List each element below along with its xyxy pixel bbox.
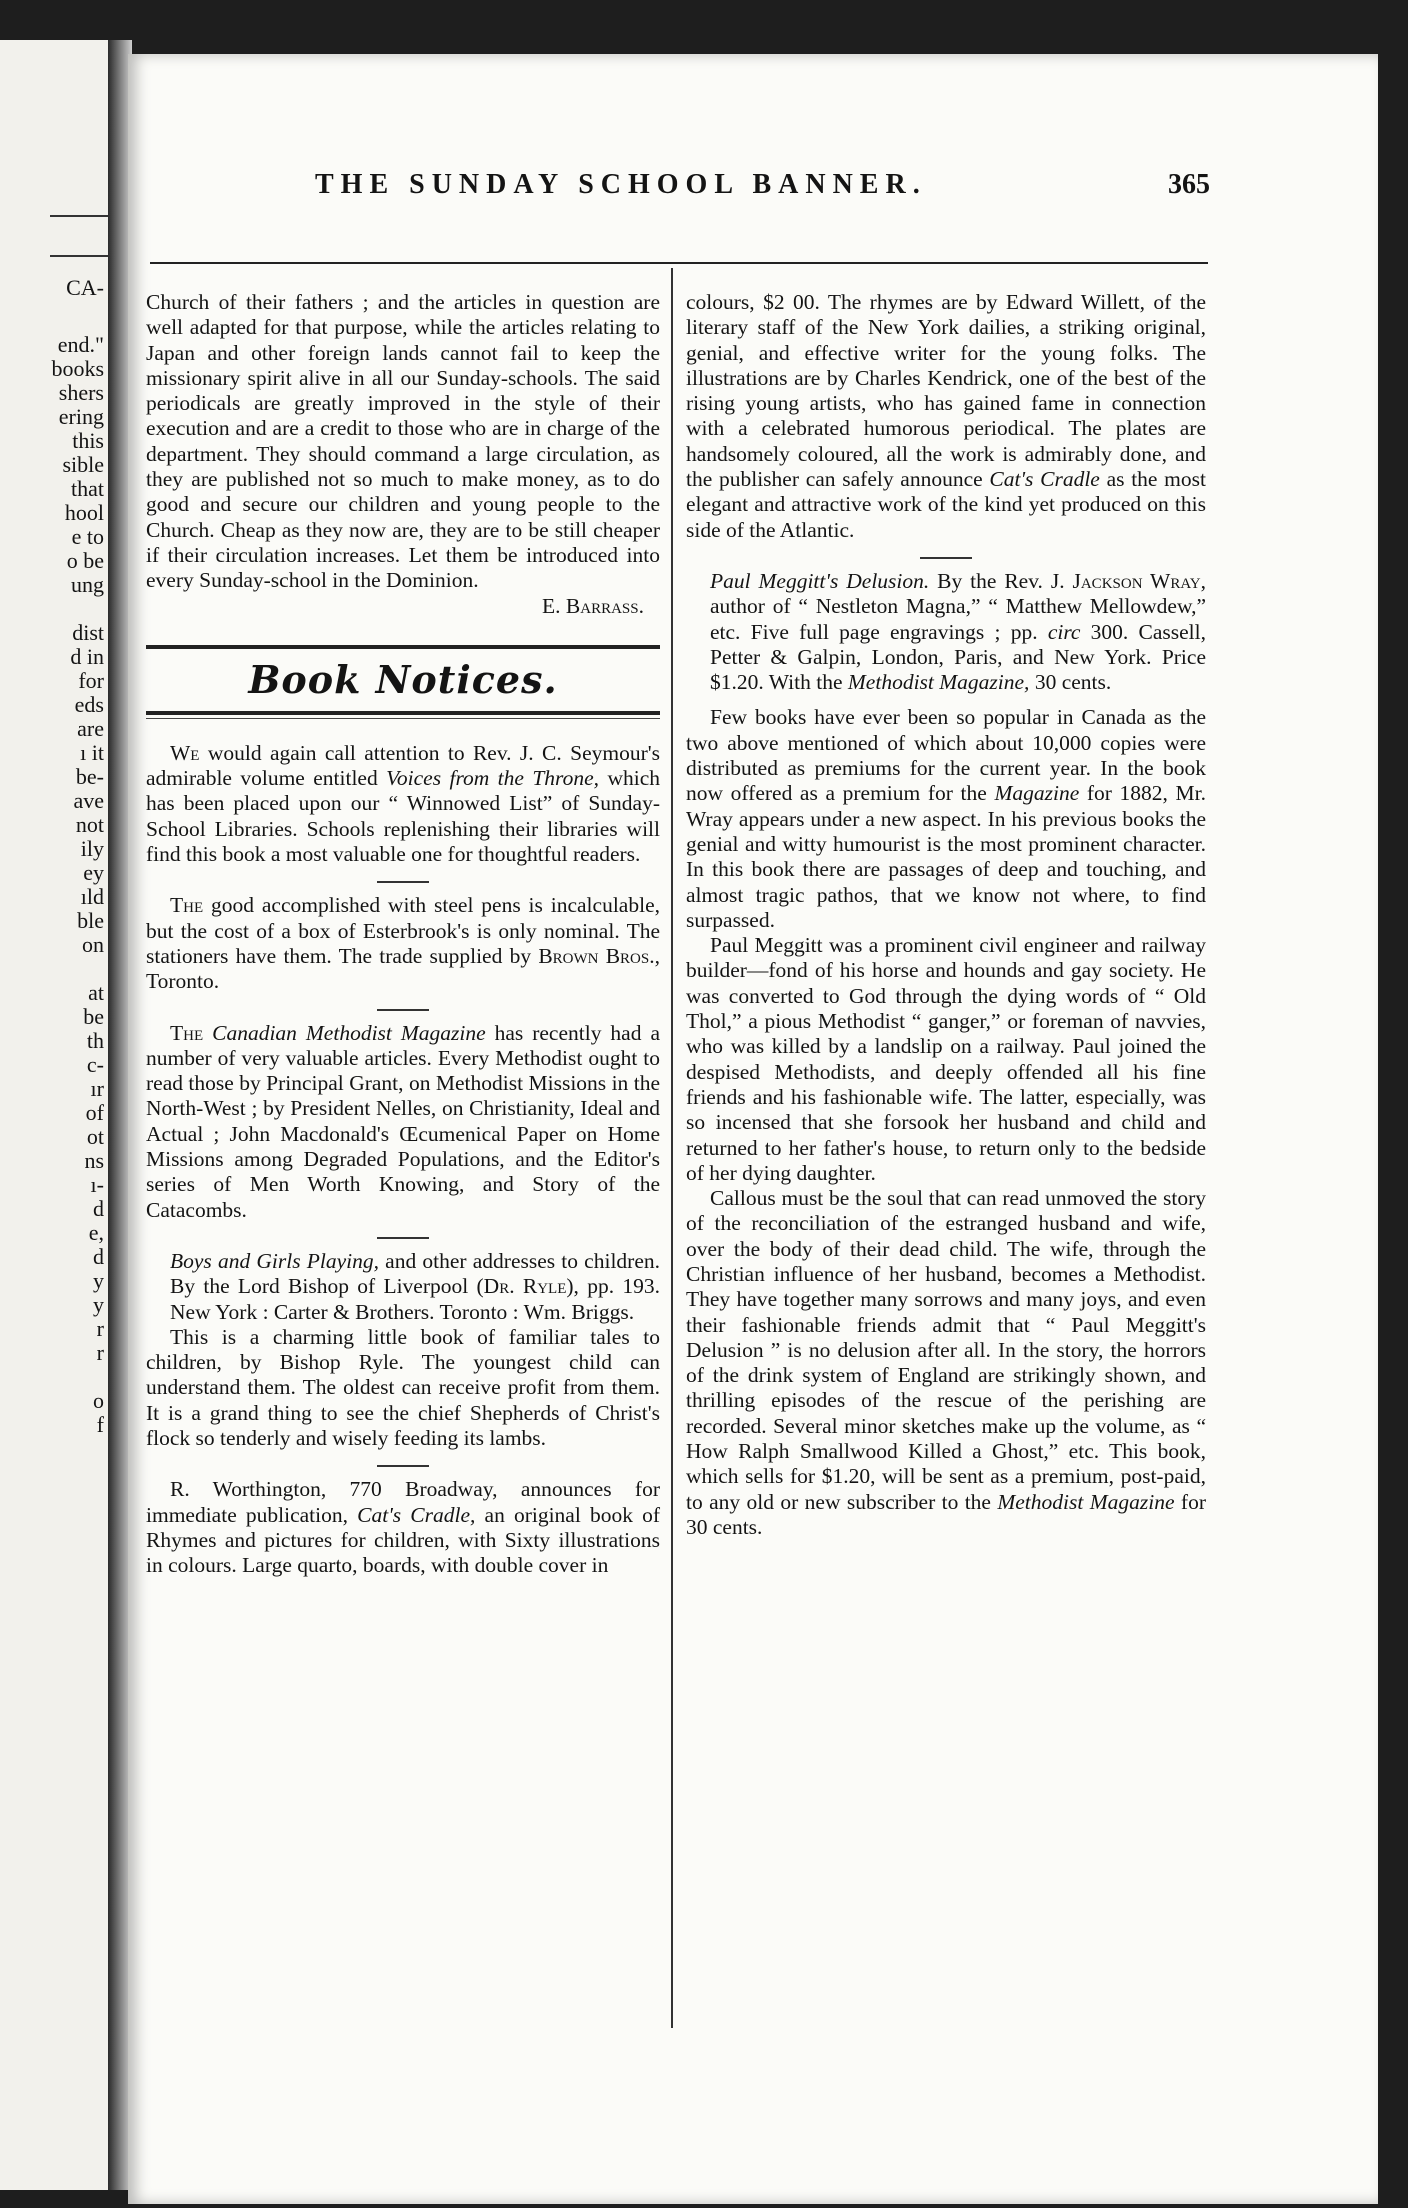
notice-text: would again call attention to Rev. J. C. Seymour's admirable volume entitled — [146, 740, 660, 791]
adjacent-page-fragment: ı it — [80, 740, 104, 765]
adjacent-page-fragment: for — [78, 668, 104, 693]
review-text: for 1882, Mr. Wray appears under a new aspect. In his previous books the genial and witty humourist is the most prominent character. In this book there are passages of deep and touching, and almost tragic pathos, that we know not where, to find surpassed. — [686, 781, 1206, 932]
author-name: Dr. Ryle — [483, 1274, 567, 1299]
notice-text: which has been placed upon our “ Winnowed List” of Sunday-School Libraries. Schools replenishing their libraries will find this book a most valuable one for thoughtful readers. — [146, 766, 660, 867]
adjacent-page-fragment: d in — [70, 644, 104, 669]
page-number: 365 — [1168, 169, 1210, 200]
adjacent-page-fragment: y — [93, 1268, 104, 1293]
header-rule — [150, 262, 1208, 264]
adjacent-page-fragment: th — [86, 1028, 104, 1053]
adjacent-page-fragment: ns — [84, 1148, 104, 1173]
firm-name: Brown Bros., — [538, 943, 660, 968]
review-paragraph-3 — [686, 1186, 1206, 1540]
notice-text: Toronto. — [146, 969, 220, 994]
adjacent-page-fragment: on — [82, 932, 104, 957]
author-signature: E. Barrass. — [542, 593, 644, 618]
adjacent-page-fragment: e, — [88, 1220, 104, 1245]
review-text: Few books have ever been so popular in Canada as the two above mentioned of which about 10,000 copies were distributed as premiums for the current year. In the book now offered as a premium for the — [686, 705, 1206, 806]
citation-text: 300. Cassell, Petter & Galpin, London, Paris, and New York. Price $1.20. With the — [710, 619, 1206, 695]
notice-separator — [377, 1009, 429, 1011]
book-title: Cat's Cradle, — [357, 1502, 476, 1527]
adjacent-page-fragment: hool — [64, 500, 104, 525]
review-paragraph-2: Paul Meggitt was a prominent civil engineer and railway builder—fond of his horse and hounds and gay society. He was converted to God through the dying words of “ Old Thol,” a pious Methodist “ ganger,” or foreman of navvies, who was killed by a landslip on a railway. Paul joined the despised Methodists, and deeply offended all his fine friends and his fashionable wife. The latter, especially, was so incensed that she forsook her husband and child and returned to her father's house, to return only to the bedside of her dying daughter. — [686, 933, 1206, 1185]
adjacent-page-fragment: this — [72, 428, 104, 453]
notice-text: an original book of Rhymes and pictures for children, with Sixty illustrations in colours. Large quarto, boards, with double cover in — [146, 1502, 660, 1578]
citation-text: 30 cents. — [1029, 670, 1112, 695]
notice-cats-cradle-continued — [686, 290, 1206, 543]
running-title: THE SUNDAY SCHOOL BANNER. — [315, 169, 927, 200]
adjacent-page-fragment: ung — [71, 572, 104, 597]
adjacent-page-fragment: at — [88, 980, 104, 1005]
adjacent-page-fragment: sible — [62, 452, 104, 477]
citation-text: ), pp. 193. New York : Carter & Brothers. Toronto : Wm. Briggs. — [170, 1274, 660, 1324]
adjacent-page-fragment: ey — [83, 860, 104, 885]
notice-voices-from-the-throne — [146, 741, 660, 867]
adjacent-page-fragment: eds — [74, 692, 104, 717]
section-title: Book Notices. — [248, 656, 558, 702]
adjacent-page-rule — [50, 215, 110, 217]
notice-lead-word: The — [170, 893, 204, 918]
review-boys-and-girls-playing: This is a charming little book of familiar tales to children, by Bishop Ryle. The youngest child can understand them. The oldest can receive profit from them. It is a grand thing to see the chief Shepherds of Christ's flock so tenderly and wisely feeding its lambs. — [146, 1324, 660, 1450]
left-column — [146, 290, 660, 1578]
notice-text: as the most elegant and attractive work of the kind yet produced on this side of the Atlantic. — [686, 467, 1206, 542]
heading-rule-thin — [146, 718, 660, 719]
adjacent-page-fragment: r — [96, 1316, 104, 1341]
adjacent-page-strip — [0, 40, 110, 2190]
adjacent-page-fragment: not — [75, 812, 104, 837]
adjacent-page-fragment: are — [77, 716, 104, 741]
magazine-title: Magazine — [994, 781, 1080, 806]
adjacent-page-fragment: y — [93, 1292, 104, 1317]
adjacent-page-fragment: o be — [66, 548, 104, 573]
citation-text: and other addresses to children. By the Lord Bishop of Liverpool ( — [170, 1248, 661, 1299]
adjacent-page-fragment: d — [93, 1196, 104, 1221]
review-paragraph-1 — [686, 705, 1206, 933]
magazine-title: Methodist Magazine — [997, 1489, 1175, 1514]
citation-text: author of “ Nestleton Magna,” “ Matthew Mellowdew,” etc. Five full page engravings ; pp. — [710, 594, 1206, 644]
adjacent-page-fragment: o — [93, 1388, 104, 1413]
adjacent-page-fragment: ı- — [90, 1172, 104, 1197]
citation-boys-and-girls-playing — [146, 1249, 660, 1325]
adjacent-page-fragment: ave — [73, 788, 104, 813]
magazine-title: Methodist Magazine, — [847, 670, 1030, 695]
adjacent-page-fragment: ot — [86, 1124, 104, 1149]
adjacent-page-fragment: be- — [75, 764, 104, 789]
adjacent-page-fragment: ble — [77, 908, 104, 933]
adjacent-page-fragment: ily — [80, 836, 104, 861]
adjacent-page-fragment: books — [51, 356, 104, 381]
notice-text: good accomplished with steel pens is incalculable, but the cost of a box of Esterbrook's is only nominal. The stationers have them. The trade supplied by — [146, 893, 660, 968]
book-title: Paul Meggitt's Delusion. — [710, 568, 930, 593]
column-divider — [671, 268, 673, 2028]
book-title: Boys and Girls Playing, — [170, 1248, 380, 1273]
notice-separator — [377, 1237, 429, 1239]
notice-methodist-magazine — [146, 1021, 660, 1223]
magazine-title: Canadian Methodist Magazine — [212, 1020, 486, 1045]
adjacent-page-fragment: c- — [86, 1052, 104, 1077]
notice-cats-cradle — [146, 1477, 660, 1578]
notice-lead-word: The — [170, 1020, 204, 1045]
article-conclusion: Church of their fathers ; and the articles in question are well adapted for that purpose, while the articles relating to Japan and other foreign lands cannot fail to keep the missionary spirit alive in all our Sunday-schools. The said periodicals are greatly improved in the style of their execution and are a credit to those who are in charge of the department. They should command a large circulation, as they are published not so much to make money, as to do good and secure our children and young people to the Church. Cheap as they now are, they are to be still cheaper if their circulation increases. Let them be introduced into every Sunday-school in the Dominion. — [146, 290, 660, 593]
adjacent-page-fragment: r — [96, 1340, 104, 1365]
adjacent-page-fragment: ıld — [80, 884, 104, 909]
notice-separator — [377, 1465, 429, 1467]
notice-text: has recently had a number of very valuable articles. Every Methodist ought to read those by Principal Grant, on Methodist Missions in the North-West ; by President Nelles, on Christianity, Ideal and Actual ; John Macdonald's Œcumenical Paper on Home Missions among Degraded Populations, and the Editor's series of Men Worth Knowing, and Story of the Catacombs. — [146, 1020, 660, 1222]
adjacent-page-fragment: of — [85, 1100, 104, 1125]
notice-separator — [920, 557, 972, 559]
author-name: Jackson Wray, — [1072, 568, 1207, 593]
adjacent-page-fragment: end." — [57, 332, 104, 357]
heading-rule-bottom — [146, 711, 660, 715]
book-title: Cat's Cradle — [989, 467, 1100, 492]
adjacent-page-fragment: d — [93, 1244, 104, 1269]
book-title: Voices from the Throne, — [386, 766, 600, 791]
adjacent-page-fragment: shers — [58, 380, 104, 405]
adjacent-page-fragment: be — [83, 1004, 104, 1029]
notice-text: colours, $2 00. The rhymes are by Edward Willett, of the literary staff of the New York dailies, a striking original, genial, and effective writer for the young folks. The illustrations are by Charles Kendrick, one of the best of the rising young artists, who has gained fame in connection with a celebrated humorous periodical. The plates are handsomely coloured, all the work is admirably done, and the publisher can safely announce — [686, 290, 1206, 492]
adjacent-page-fragment: ır — [90, 1076, 104, 1101]
right-column — [686, 290, 1206, 1540]
notice-lead-word: We — [170, 740, 200, 765]
adjacent-page-fragment: f — [96, 1412, 104, 1437]
review-text: for 30 cents. — [686, 1489, 1206, 1539]
running-header — [150, 165, 1210, 215]
notice-separator — [377, 881, 429, 883]
adjacent-page-fragment: that — [71, 476, 104, 501]
adjacent-page-rule — [50, 255, 110, 257]
circa-abbreviation: circ — [1047, 619, 1081, 644]
review-text: Callous must be the soul that can read unmoved the story of the reconciliation of the estranged husband and wife, over the body of their dead child. The wife, through the Christian influence of her husband, becomes a Methodist. They have together many sorrows and many joys, and even their fashionable friends admit that “ Paul Meggitt's Delusion ” is no delusion after all. In the story, the horrors of the drink system of England are strikingly shown, and thrilling episodes of the rescue of the perishing are recorded. Several minor sketches make up the volume, as “ How Ralph Smallwood Killed a Ghost,” etc. This book, which sells for $1.20, will be sent as a premium, post-paid, to any old or new subscriber to the — [686, 1186, 1206, 1514]
adjacent-page-fragment: e to — [71, 524, 104, 549]
adjacent-page-fragment: CA- — [66, 275, 104, 300]
citation-text: By the Rev. J. — [929, 568, 1073, 593]
adjacent-page-fragment: dist — [72, 620, 104, 645]
book-notices-heading — [146, 645, 660, 719]
spacer — [686, 695, 1206, 705]
adjacent-page-fragment: ering — [58, 404, 104, 429]
notice-text: R. Worthington, 770 Broadway, announces for immediate publication, — [146, 1477, 660, 1527]
notice-esterbrook-pens — [146, 893, 660, 994]
citation-paul-meggitts-delusion — [686, 569, 1206, 695]
